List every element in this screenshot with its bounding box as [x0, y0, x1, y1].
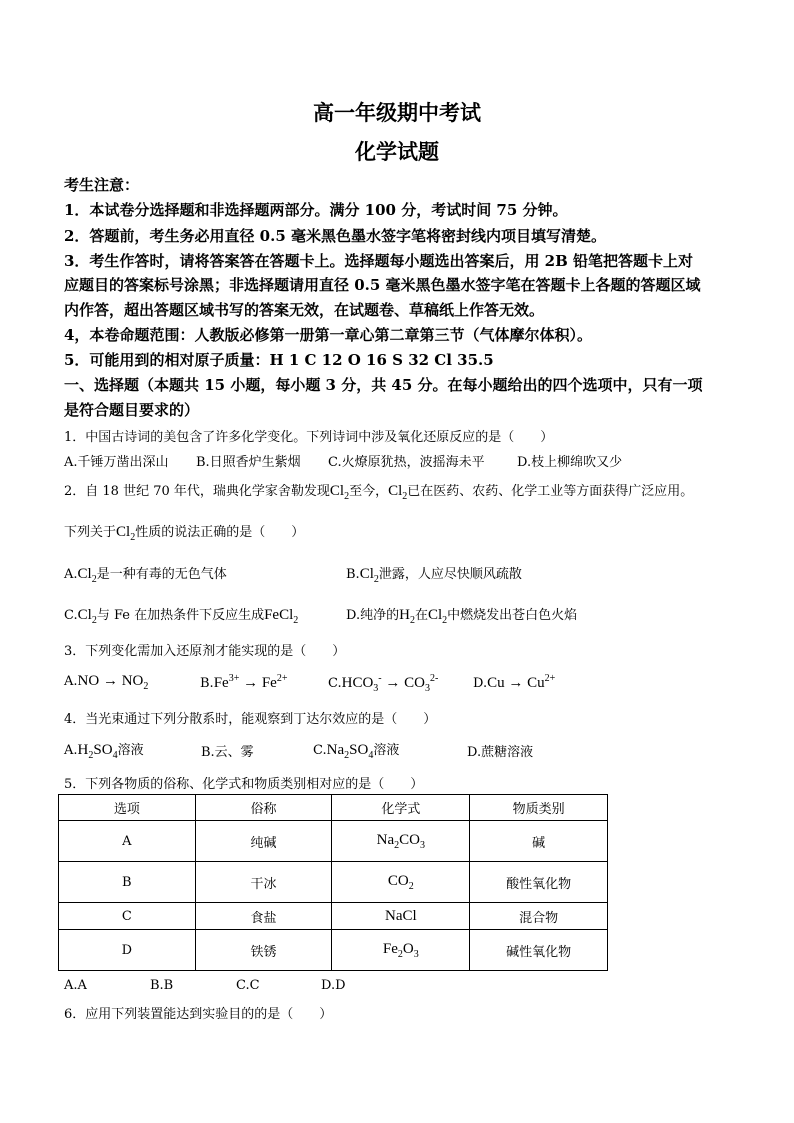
q4-stem: 4．当光束通过下列分散系时，能观察到丁达尔效应的是（ ）	[64, 712, 437, 727]
q2-option-d: D.纯净的$H_2$在$Cl_2$中燃烧发出苍白色火焰	[346, 607, 578, 626]
header-name: 俗称	[195, 795, 332, 821]
notice-line-4: 应题目的答案标号涂黑；非选择题请用直径 0.5 毫米黑色墨水签字笔在答题卡上各题的答题区域	[64, 276, 701, 294]
notice-line-1: 1．本试卷分选择题和非选择题两部分。满分 100 分，考试时间 75 分钟。	[64, 201, 568, 219]
q5-answer-c: C.C	[236, 978, 260, 993]
table-row: B 干冰 $CO_2$ 酸性氧化物	[59, 862, 608, 903]
q5-answer-d: D.D	[321, 978, 346, 993]
cl2-formula: $Cl_2$	[329, 483, 350, 502]
cl2-formula: $Cl_2$	[388, 483, 408, 502]
q1-option-b: B.日照香炉生紫烟	[196, 455, 301, 470]
q2-stem-line-1: 2．自 18 世纪 70 年代，瑞典化学家舍勒发现$Cl_2$至今，$Cl_2$已在医药、农药、化学工业等方面获得广泛应用。	[64, 483, 694, 502]
formula-cell: $Fe_2O_3$	[332, 930, 470, 971]
section-heading-line-2: 是符合题目要求的）	[64, 401, 200, 419]
q1-option-d: D.枝上柳绵吹又少	[517, 455, 623, 470]
q2-option-b: $B.Cl_2$泄露，人应尽快顺风疏散	[346, 566, 522, 585]
q1-option-a: A.千锤万凿出深山	[64, 455, 169, 470]
q5-answer-b: B.B	[150, 978, 174, 993]
q4-option-d: D.蔗糖溶液	[467, 745, 534, 760]
table-row: C 食盐 NaCl 混合物	[59, 903, 608, 930]
table-header-row	[59, 795, 608, 821]
q5-table	[58, 794, 608, 971]
exam-title: 高一年级期中考试	[313, 100, 481, 125]
notice-line-7: 5．可能用到的相对原子质量：H 1 C 12 O 16 S 32 Cl 35.5	[64, 351, 494, 369]
formula-cell: $Na_2CO_3$	[332, 821, 470, 862]
formula-cell: $CO_2$	[332, 862, 470, 903]
q2-option-a: $A.Cl_2$是一种有毒的无色气体	[64, 566, 227, 585]
notice-line-2: 2．答题前，考生务必用直径 0.5 毫米黑色墨水签字笔将密封线内项目填写清楚。	[64, 227, 606, 245]
cl2-formula: $Cl_2$	[116, 524, 136, 543]
header-option: 选项	[59, 795, 196, 821]
q5-answer-a: A.A	[64, 978, 87, 993]
q1-option-c: C.火燎原犹热，波摇海未平	[328, 455, 485, 470]
header-category: 物质类别	[470, 795, 608, 821]
q2-stem-line-2: 下列关于$Cl_2$性质的说法正确的是（ ）	[64, 524, 305, 543]
q3-option-c: $C.HCO_3^- \to CO_3^{2-}$	[328, 673, 439, 694]
q1-stem: 1．中国古诗词的美包含了许多化学变化。下列诗词中涉及氧化还原反应的是（ ）	[64, 430, 554, 445]
q3-stem: 3．下列变化需加入还原剂才能实现的是（ ）	[64, 644, 346, 659]
notice-heading: 考生注意：	[64, 176, 140, 194]
header-formula: 化学式	[332, 795, 470, 821]
exam-subtitle: 化学试题	[355, 139, 439, 164]
q4-option-b: B.云、雾	[201, 745, 254, 760]
q2-option-c: $C.Cl_2$与 Fe 在加热条件下反应生成FeCl$_2$	[64, 607, 299, 626]
q6-stem: 6．应用下列装置能达到实验目的的是（ ）	[64, 1007, 333, 1022]
q5-stem: 5．下列各物质的俗称、化学式和物质类别相对应的是（ ）	[64, 777, 424, 792]
q3-option-a: $A.NO \to NO_2$	[64, 673, 149, 692]
table-row: D 铁锈 $Fe_2O_3$ 碱性氧化物	[59, 930, 608, 971]
table-row: A 纯碱 $Na_2CO_3$ 碱	[59, 821, 608, 862]
q3-option-d: $D.Cu \to Cu^{2+}$	[473, 673, 556, 691]
notice-line-3: 3．考生作答时，请将答案答在答题卡上。选择题每小题选出答案后，用 2B 铅笔把答题卡上对	[64, 252, 694, 270]
notice-line-6: 4，本卷命题范围：人教版必修第一册第一章心第二章第三节（气体摩尔体积）。	[64, 326, 592, 344]
q4-option-c: $C.Na_2SO_4$溶液	[313, 742, 400, 761]
q3-option-b: $B.Fe^{3+} \to Fe^{2+}$	[200, 673, 288, 691]
q4-option-a: $A.H_2SO_4$溶液	[64, 742, 144, 761]
section-heading-line-1: 一、选择题（本题共 15 小题，每小题 3 分，共 45 分。在每小题给出的四个选项中，只有一项	[64, 376, 703, 394]
formula-cell: NaCl	[332, 903, 470, 930]
notice-line-5: 内作答，超出答题区域书写的答案无效，在试题卷、草稿纸上作答无效。	[64, 301, 545, 319]
